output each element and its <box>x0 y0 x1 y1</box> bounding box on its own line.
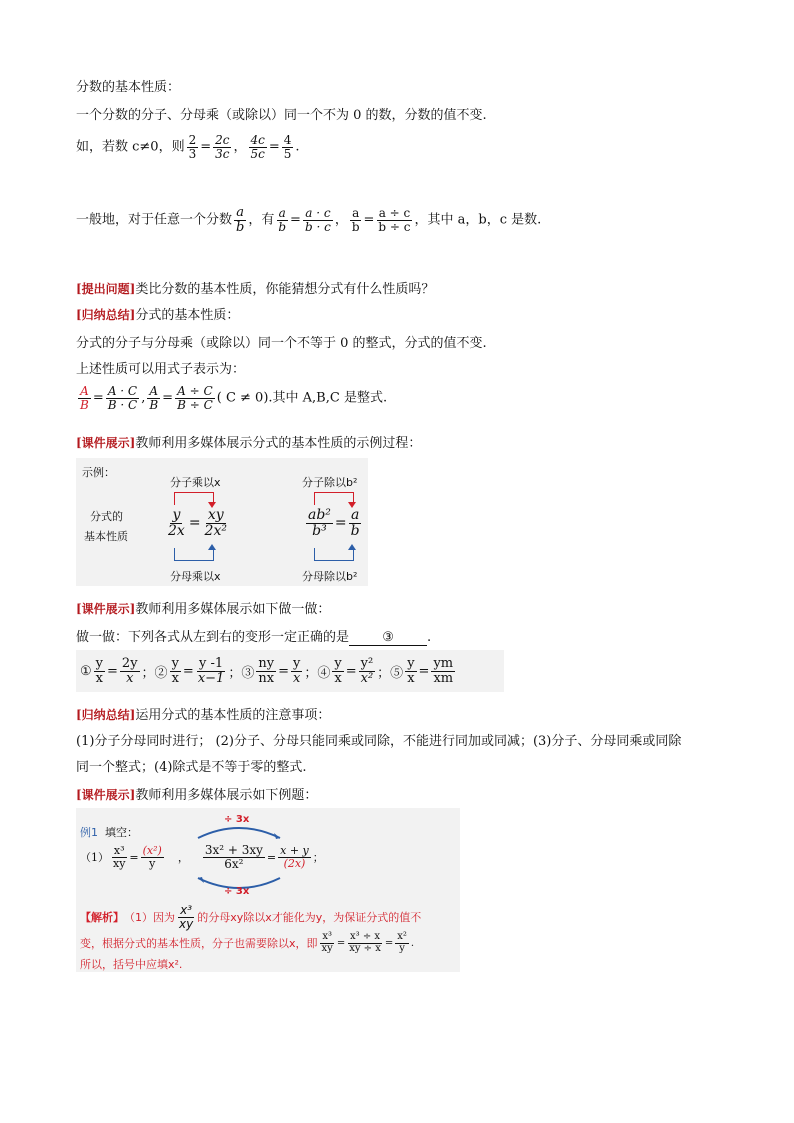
example-label: 示例： <box>82 466 115 479</box>
example-side1: 分式的 <box>90 510 123 523</box>
frac-num: y <box>334 655 342 671</box>
frac-den: y <box>399 942 405 954</box>
example-box <box>76 458 368 586</box>
frac-den: b <box>278 219 287 234</box>
example1-formula: （1） $\frac{\text{x³}}{xy}$ = $\frac{\text{(x²)}}{y}$ ， $\frac{\text{3x² + 3xy}}{\text{6x²}}$ = $\frac{x + y}{(2x)}$ ； <box>80 843 324 871</box>
analysis-text: 变，根据分式的基本性质，分子也需要除以x，即 <box>80 937 318 950</box>
frac-num: 3x² + 3xy <box>204 843 263 857</box>
option-3-marker: ；③ <box>228 665 255 681</box>
bottom-label-2: 分母除以b² <box>302 570 358 583</box>
frac-den: b³ <box>312 522 327 539</box>
frac-num: y -1 <box>199 655 224 671</box>
frac-num: y <box>95 655 104 671</box>
show3-line <box>76 784 317 803</box>
frac-num: y <box>407 655 415 671</box>
frac-num: x³ <box>322 931 332 942</box>
frac-num: ym <box>433 655 454 671</box>
frac-den: 5 <box>283 146 292 161</box>
frac-num: a <box>350 507 360 523</box>
frac-den: x² <box>360 670 374 686</box>
analysis-text: 的分母xy除以x才能化为y，为保证分式的值不 <box>197 911 422 925</box>
example-formula-1: $\frac{y}{2x}$ = $\frac{xy}{\text{2x²}}$ <box>168 507 227 539</box>
general-prefix: 一般地，对于任意一个分数 <box>76 212 233 228</box>
question-line <box>76 278 434 297</box>
answer-blank-1: (x²) <box>142 844 162 858</box>
frac-den: 2x <box>168 522 185 539</box>
summary-text: 运用分式的基本性质的注意事项： <box>135 708 331 723</box>
general-suffix: ，其中 a，b，c 是数. <box>414 212 542 228</box>
frac-den: B <box>80 397 89 412</box>
analysis-text: （1）因为 <box>124 911 175 925</box>
section1-statement: 一个分数的分子、分母乘（或除以）同一个不为 0 的数，分数的值不变. <box>76 108 487 123</box>
option-5-marker: ；⑤ <box>377 665 404 681</box>
question-tag: [提出问题] <box>76 282 136 296</box>
summary2-line <box>76 704 330 723</box>
summary2-line2: 同一个整式；(4)除式是不等于零的整式. <box>76 760 307 775</box>
frac-num: x³ <box>180 903 193 917</box>
frac-den: b <box>236 219 245 235</box>
frac-num: a ÷ c <box>378 206 411 221</box>
separator: ， <box>233 139 247 155</box>
options-box: ① $\frac{y}{x}$ = $\frac{2y}{x}$ ；② $\frac{y}{x}$ = $\frac{y -1}{x-1}$ ；③ $\frac{ny}{nx}$ = $\frac{y}{x}$ ；④ $\frac{y}{x}$ = $\frac{\text{y²}}{\text{x²}}$ ；⑤ $\frac{y}{x}$ = $\frac{ym}{xm}$ <box>76 650 504 692</box>
frac-den: y <box>149 856 156 870</box>
frac-den: b <box>350 522 360 539</box>
show-text: 教师利用多媒体展示如下例题： <box>135 788 318 803</box>
doit-prefix: 做一做：下列各式从左到右的变形一定正确的是 <box>76 630 350 645</box>
example-formula-2: $\frac{\text{ab²}}{\text{b³}}$ = $\frac{a}{b}$ <box>308 507 360 539</box>
frac-num: 2y <box>121 655 138 671</box>
analysis-line-3: 所以，括号中应填x². <box>80 958 183 971</box>
frac-num: ny <box>258 655 275 671</box>
frac-den: xm <box>433 670 454 686</box>
top-label-2: 分子除以b² <box>302 476 358 489</box>
section1-title: 分数的基本性质： <box>76 80 181 95</box>
frac-num: y <box>172 507 181 523</box>
summary-text: 分式的基本性质： <box>135 308 240 323</box>
show1-line <box>76 432 421 451</box>
frac-den: b <box>351 219 360 234</box>
part-number: （1） <box>80 851 109 865</box>
frac-den: B · C <box>107 397 138 412</box>
frac-den: x <box>292 670 301 686</box>
example1-box <box>76 808 460 972</box>
summary1-line <box>76 304 239 323</box>
frac-num: xy <box>207 507 224 523</box>
top-label-1: 分子乘以x <box>170 476 221 489</box>
period: . <box>427 630 432 645</box>
frac-den: x <box>407 670 415 686</box>
bottom-operation: ÷ 3x <box>224 886 250 897</box>
frac-den: b ÷ c <box>378 219 411 234</box>
frac-den: x−1 <box>197 670 225 686</box>
show-tag: [课件展示] <box>76 602 136 616</box>
frac-den: xy <box>321 942 333 954</box>
frac-num: 4 <box>283 133 292 147</box>
summary1-intro: 上述性质可以用式子表示为： <box>76 362 246 377</box>
analysis-line-2: 变，根据分式的基本性质，分子也需要除以x，即 $\frac{\text{x³}}{xy}$ = $\frac{\text{x³ ÷ x}}{xy \div x}$ = $\frac{\text{x²}}{y}$ . <box>80 931 415 954</box>
formula-condition: ( C ≠ 0).其中 A,B,C 是整式. <box>216 390 388 406</box>
frac-num: a <box>278 206 286 221</box>
frac-num: A <box>149 384 159 398</box>
analysis-line-1 <box>80 904 421 930</box>
doit-line <box>76 626 431 646</box>
option-1-marker: ① <box>80 663 92 679</box>
frac-den: 5c <box>250 146 265 161</box>
section2-general: 一般地，对于任意一个分数 $\frac{a}{b}$ ，有 $\frac{a}{b}$ = $\frac{a \cdot c}{b \cdot c}$ ， $\frac{a}{b}$ = $\frac{a \div c}{b \div c}$ ，其中 a，b，c 是数. <box>76 205 542 235</box>
summary2-line1: (1)分子分母同时进行； (2)分子、分母只能同乘或同除，不能进行同加或同减；(3)分子、分母同乘或同除 <box>76 734 682 749</box>
frac-num: y² <box>360 655 374 671</box>
option-2-marker: ；② <box>141 665 168 681</box>
show-text: 教师利用多媒体展示如下做一做： <box>135 602 331 617</box>
frac-den: xy ÷ x <box>349 942 381 954</box>
frac-num: x + y <box>280 844 309 858</box>
frac-num: A · C <box>107 384 138 398</box>
top-curve-arrow <box>194 822 284 840</box>
option-4-marker: ；④ <box>304 665 331 681</box>
question-text: 类比分数的基本性质，你能猜想分式有什么性质吗？ <box>135 282 435 297</box>
frac-num: y <box>292 655 301 671</box>
section1-example: 如，若数 c≠0，则 $\frac{2}{3}$ = $\frac{2c}{3c}$ ， $\frac{4c}{5c}$ = $\frac{4}{5}$ . <box>76 133 300 161</box>
frac-den: x <box>95 670 103 686</box>
show-tag: [课件展示] <box>76 788 136 802</box>
arrow-head-icon <box>208 544 216 550</box>
period: . <box>295 139 300 155</box>
answer-blank: ③ <box>349 630 427 646</box>
frac-den: x <box>171 670 179 686</box>
frac-num: 2c <box>215 133 230 147</box>
frac-num: x² <box>397 931 407 942</box>
frac-den: x <box>126 670 134 686</box>
example1-label: 例1 <box>80 826 98 839</box>
answer-blank-2: (2x) <box>283 856 306 870</box>
frac-den: 3 <box>188 146 197 161</box>
frac-den: b · c <box>304 219 331 234</box>
summary-tag: [归纳总结] <box>76 308 136 322</box>
show-text: 教师利用多媒体展示分式的基本性质的示例过程： <box>135 436 422 451</box>
frac-den: 2x² <box>204 522 227 539</box>
frac-num: 4c <box>250 133 265 147</box>
analysis-tag: 【解析】 <box>80 911 124 925</box>
summary-tag: [归纳总结] <box>76 708 136 722</box>
bottom-label-1: 分母乘以x <box>170 570 221 583</box>
frac-num: ab² <box>308 507 331 523</box>
frac-num: a <box>352 206 360 221</box>
frac-num: x³ ÷ x <box>350 931 381 942</box>
frac-den: 3c <box>215 146 230 161</box>
frac-den: nx <box>258 670 275 686</box>
example1-header <box>80 824 138 840</box>
frac-num: x³ <box>113 844 125 858</box>
example1-title: 填空： <box>105 826 138 839</box>
frac-num: a · c <box>305 206 331 221</box>
top-operation: ÷ 3x <box>224 814 250 825</box>
frac-num: A <box>80 384 89 398</box>
frac-den: 6x² <box>224 856 244 871</box>
frac-den: xy <box>179 916 194 931</box>
frac-den: xy <box>113 856 126 870</box>
arrow-head-icon <box>348 544 356 550</box>
frac-den: x <box>334 670 342 686</box>
summary1-statement: 分式的分子与分母乘（或除以）同一个不等于 0 的整式，分式的值不变. <box>76 336 487 351</box>
show2-line <box>76 598 330 617</box>
frac-num: A ÷ C <box>177 384 213 398</box>
summary1-formula: $\frac{A}{B}$ = $\frac{A \cdot C}{B \cdot C}$ , $\frac{A}{B}$ = $\frac{A \div C}{B \div C}$ ( C ≠ 0).其中 A,B,C 是整式. <box>80 384 388 412</box>
frac-num: y <box>171 655 179 671</box>
frac-den: B ÷ C <box>177 397 213 412</box>
frac-num: 2 <box>188 133 197 147</box>
general-has: ，有 <box>248 212 275 228</box>
example-side2: 基本性质 <box>84 530 128 543</box>
frac-den: B <box>149 397 159 412</box>
frac-num: a <box>236 205 245 220</box>
show-tag: [课件展示] <box>76 436 136 450</box>
example-prefix: 如，若数 c≠0，则 <box>76 139 185 155</box>
